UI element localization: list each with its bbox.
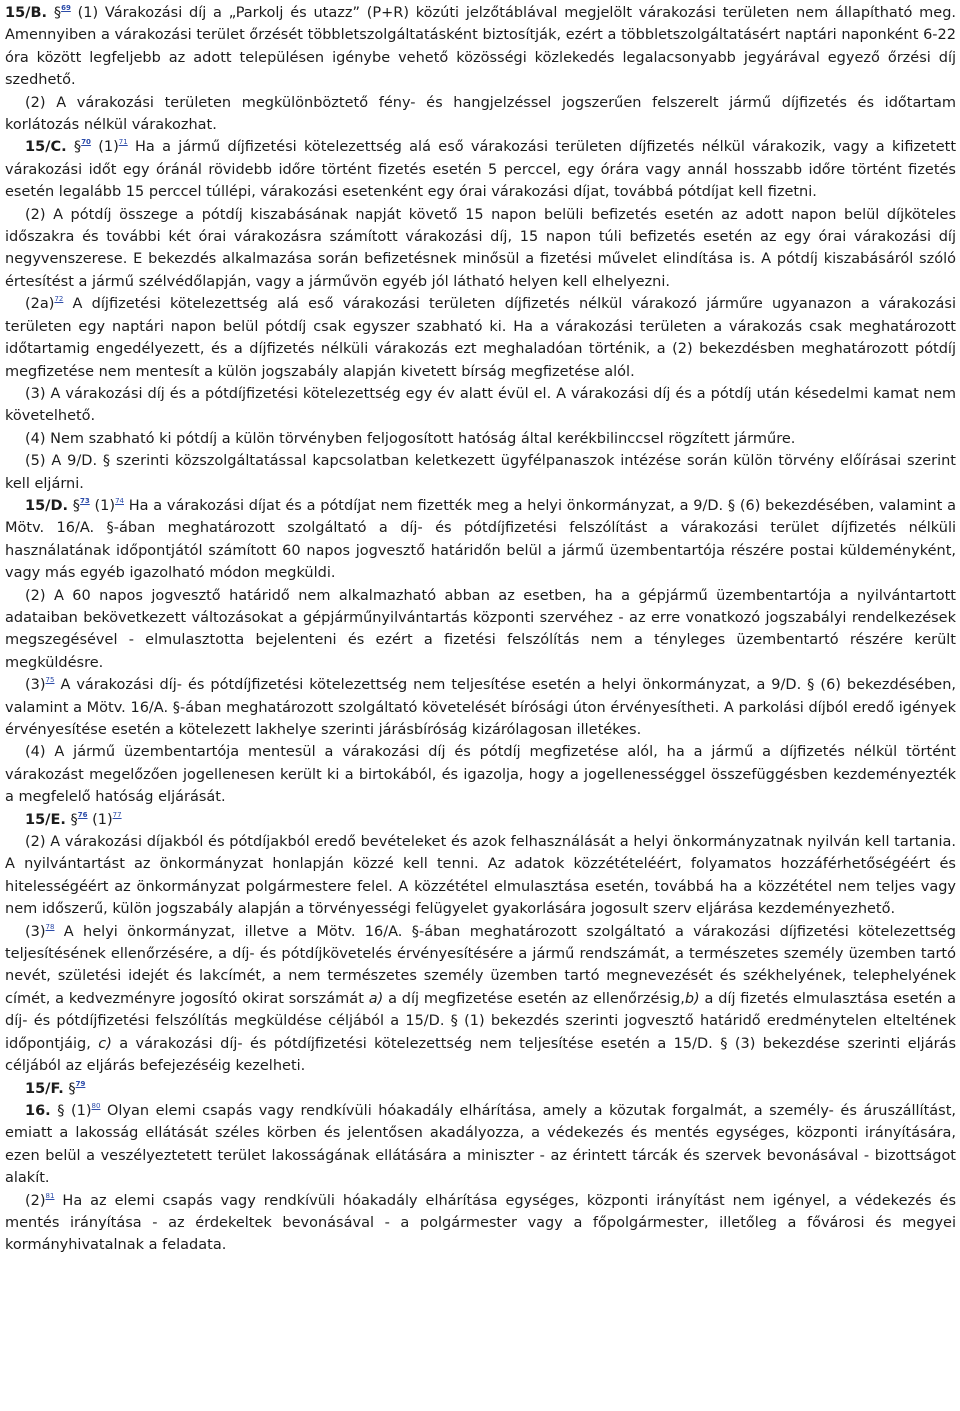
paragraph	[5, 136, 956, 203]
paragraph-text: Ha a várakozási díjat és a pótdíjat nem fizették meg a helyi önkormányzat, a 9/D. § (6) bekezdésében, valamint a Mötv. 16/A. §-ában meghatározott szolgáltató a díj- és pótdíjfizetési felszólítást a várakozási terület díjfizetés nélküli használatának időpontjától számított 60 napos jogvesztő határidőn belül a jármű üzembentartója részére postai küldeményként, vagy más egyéb igazolható módon megküldi.	[5, 497, 956, 582]
paragraph	[5, 831, 956, 921]
paragraph-text: (1) Várakozási díj a „Parkolj és utazz” (P+R) közúti jelzőtáblával megjelölt várakozási területen nem állapítható meg. Amennyiben a várakozási terület őrzését többletszolgáltatásként biztosítják, ezért a többletszolgáltatásért naptári naponként 6-22 óra között legfeljebb az adott településen igénybe vehető közösségi közlekedés legalacsonyabb jegyárával egyező őrzési díj szedhető.	[5, 5, 957, 89]
paragraph	[5, 450, 956, 495]
footnote-link[interactable]: 78	[45, 922, 55, 931]
section-number: 15/D.	[25, 497, 69, 514]
paragraph	[5, 383, 956, 428]
paragraph	[5, 585, 956, 675]
list-marker: b)	[684, 990, 700, 1007]
paragraph-text: Ha a jármű díjfizetési kötelezettség alá eső várakozási területen díjfizetés nélkül várakozik, vagy a kifizetett várakozási időt egy óránál rövidebb időre történt fizetés esetén 5 perccel, egy órára vagy annál hosszabb időre történt fizetés esetén legalább 15 perccel túllépi, várakozási esetenként egy órai várakozási díjat, továbbá pótdíjat kell fizetni.	[5, 139, 957, 201]
paragraph-text: Olyan elemi csapás vagy rendkívüli hóakadály elhárítása, amely a közutak forgalmát, a személy- és áruszállítást, emiatt a lakosság ellátását széles körben és jelentősen akadályozza, a védekezés és mentés egységes, központi irányítására, ezen belül a veszélyeztetett terület lakosságának ellátására a miniszter - az érintett tárcák és szervek bevonásával - bizottságot alakít.	[5, 1102, 956, 1187]
paragraph-text: (1)	[90, 139, 119, 156]
paragraph	[5, 809, 956, 831]
paragraph-text: (3) A várakozási díj és a pótdíjfizetési kötelezettség egy év alatt évül el. A várakozási díj és a pótdíj után késedelmi kamat nem követelhető.	[5, 385, 956, 425]
footnote-ref	[81, 138, 91, 146]
footnote-ref	[113, 811, 122, 819]
footnote-ref	[76, 1080, 86, 1088]
footnote-link[interactable]: 71	[118, 138, 128, 147]
paragraph-text: a díj megfizetése esetén az ellenőrzésig,	[383, 990, 685, 1007]
paragraph-text: (5) A 9/D. § szerinti közszolgáltatással kapcsolatban keletkezett ügyfélpanaszok intézése során külön törvény előírásai szerint kell eljárni.	[5, 453, 956, 492]
paragraph-text: (1)	[87, 811, 113, 828]
section-number: 15/F.	[25, 1080, 64, 1097]
paragraph-text: §	[65, 811, 78, 828]
footnote-ref	[78, 811, 88, 819]
paragraph-text: a díj fizetés elmulasztása esetén a díj- és pótdíjfizetési felszólítás megküldése céljából a 15/D. § (1) bekezdés szerinti jogvesztő határidő eredménytelen elteltének időpontjáig,	[5, 990, 956, 1052]
section-number: 15/C.	[25, 139, 67, 156]
paragraph-text: (2) A pótdíj összege a pótdíj kiszabásának napját követő 15 napon belüli befizetés esetén az adott napon belül díjköteles időszakra és további két órai várakozásra számított várakozási díj, 15 napon túli befizetés esetén az egy órai várakozási díj negyvenszerese. E bekezdés alkalmazása során befizetésnek minősül a fizetési művelet elindítása is. A pótdíj kiszabásáról szóló értesítést a jármű szélvédőlapján, vagy a járművön egyéb jól látható helyen kell elhelyezni.	[5, 206, 956, 290]
footnote-ref	[115, 497, 124, 505]
paragraph-text: (2)	[25, 1192, 46, 1209]
footnote-link[interactable]: 69	[61, 4, 71, 12]
paragraph-text: §	[47, 5, 62, 21]
paragraph-text: §	[66, 139, 82, 156]
footnote-link[interactable]: 75	[45, 676, 55, 685]
footnote-link[interactable]: 70	[81, 138, 91, 147]
paragraph	[5, 674, 956, 741]
section-number: 16.	[25, 1102, 51, 1119]
footnote-link[interactable]: 73	[80, 496, 90, 505]
paragraph	[5, 741, 956, 808]
footnote-ref	[119, 138, 128, 146]
paragraph-text: (2) A várakozási díjakból és pótdíjakból eredő bevételeket és azok felhasználását a helyi önkormányzatnak nyilván kell tartania. A nyilvántartást az önkormányzat honlapján közzé kell tenni. Az adatok közzétételéért, folyamatos hozzáférhetőségéért és hitelességéért az önkormányzat polgármestere felel. A közzététel elmulasztása esetén, továbbá ha a közzététel nem teljes vagy nem időszerű, külön jogszabály alapján a törvényességi felügyelet gyakorlására jogosult szerv eljárása kezdeményezhető.	[5, 834, 956, 918]
paragraph-text: (2a)	[25, 296, 55, 313]
footnote-link[interactable]: 79	[75, 1079, 86, 1088]
footnote-link[interactable]: 76	[77, 810, 88, 819]
footnote-link[interactable]: 72	[54, 295, 64, 304]
paragraph-text: §	[63, 1080, 76, 1097]
paragraph-text: (3)	[25, 923, 46, 940]
section-number: 15/E.	[25, 811, 66, 828]
paragraph	[5, 428, 956, 450]
footnote-link[interactable]: 80	[91, 1101, 101, 1110]
footnote-link[interactable]: 81	[45, 1191, 55, 1200]
paragraph-text: (3)	[25, 677, 46, 694]
paragraph-text: A helyi önkormányzat, illetve a Mötv. 16/A. §-ában meghatározott szolgáltató a várakozási díjfizetési kötelezettség teljesítésének ellenőrzésére, a díj- és pótdíjkövetelés érvényesítésére a jármű rendszámát, a természetes személy üzemben tartó nevét, születési idejét és lakcímét, a nem természetes személy üzemben tartó megnevezését és székhelyének, telephelyének címét, a kedvezményre jogosító okirat sorszámát	[5, 923, 956, 1007]
paragraph	[5, 204, 956, 294]
paragraph	[5, 293, 956, 383]
footnote-ref	[61, 4, 71, 12]
paragraph-text: (2) A várakozási területen megkülönböztető fény- és hangjelzéssel jogszerűen felszerelt jármű díjfizetés és időtartam korlátozás nélkül várakozhat.	[5, 94, 956, 134]
paragraph-text: (4) A jármű üzembentartója mentesül a várakozási díj és pótdíj megfizetése alól, ha a jármű a díjfizetés nélkül történt várakozást megelőzően jogellenesen került ki a birtokából, és igazolja, hogy a jogellenességgel összefüggésben kezdeményezték a megfelelő hatóság eljárását.	[5, 744, 956, 806]
section-number: 15/B.	[5, 5, 48, 21]
list-marker: a)	[368, 990, 384, 1007]
paragraph-text: §	[68, 497, 81, 514]
paragraph	[5, 1190, 956, 1257]
paragraph-text: § (1)	[50, 1102, 92, 1119]
footnote-ref	[80, 497, 90, 505]
paragraph	[5, 921, 956, 1078]
paragraph-text: a várakozási díj- és pótdíjfizetési kötelezettség nem teljesítése esetén a 15/D. § (3) bekezdése szerinti eljárás céljából az eljárás befejezéséig kezelheti.	[5, 1035, 956, 1075]
paragraph	[5, 1078, 956, 1100]
paragraph-text: (1)	[89, 497, 116, 514]
paragraph	[5, 495, 956, 585]
paragraph	[5, 2, 956, 92]
paragraph-text: Ha az elemi csapás vagy rendkívüli hóakadály elhárítása egységes, központi irányítást nem igényel, a védekezés és mentés irányítása - az érdekeltek bevonásával - a polgármester vagy a főpolgármester, illetőleg a fővárosi és megyei kormányhivatalnak a feladata.	[5, 1192, 956, 1254]
paragraph-text: A díjfizetési kötelezettség alá eső várakozási területen díjfizetés nélkül várakozó járműre ugyanazon a várakozási területen egy naptári napon belül pótdíj csak egyszer szabható ki. Ha a várakozási területen a várakozás csak meghatározott időtartamig engedélyezett, és a díjfizetés nélküli várakozás ezt meghaladóan történik, a (2) bekezdésben meghatározott pótdíj megfizetése nem mentesít a külön jogszabály alapján kivetett bírság megfizetése alól.	[5, 296, 956, 380]
footnote-link[interactable]: 74	[115, 496, 124, 505]
footnote-link[interactable]: 77	[112, 810, 122, 819]
paragraph	[5, 1100, 956, 1190]
list-marker: c)	[98, 1035, 112, 1052]
paragraph-text: (4) Nem szabható ki pótdíj a külön törvényben feljogosított hatóság által kerékbilinccsel rögzített járműre.	[25, 430, 796, 447]
paragraph-text: (2) A 60 napos jogvesztő határidő nem alkalmazható abban az esetben, ha a gépjármű üzembentartója a nyilvántartott adataiban bekövetkezett változásokat a gépjárműnyilvántartás központi szervéhez - az erre vonatkozó jogszabályi rendelkezések megszegésével - elmulasztotta bejelenteni és ezért a fizetési felszólítás nem a tényleges üzembentartó részére került megküldésre.	[5, 587, 956, 671]
paragraph	[5, 92, 956, 137]
paragraph-text: A várakozási díj- és pótdíjfizetési kötelezettség nem teljesítése esetén a helyi önkormányzat, a 9/D. § (6) bekezdésében, valamint a Mötv. 16/A. §-ában meghatározott szolgáltató követelését bírósági úton érvényesítheti. A parkolási díjból eredő igények érvényesítése esetén a kötelezett lakhelye szerinti járásbíróság kizárólagosan illetékes.	[5, 677, 956, 738]
